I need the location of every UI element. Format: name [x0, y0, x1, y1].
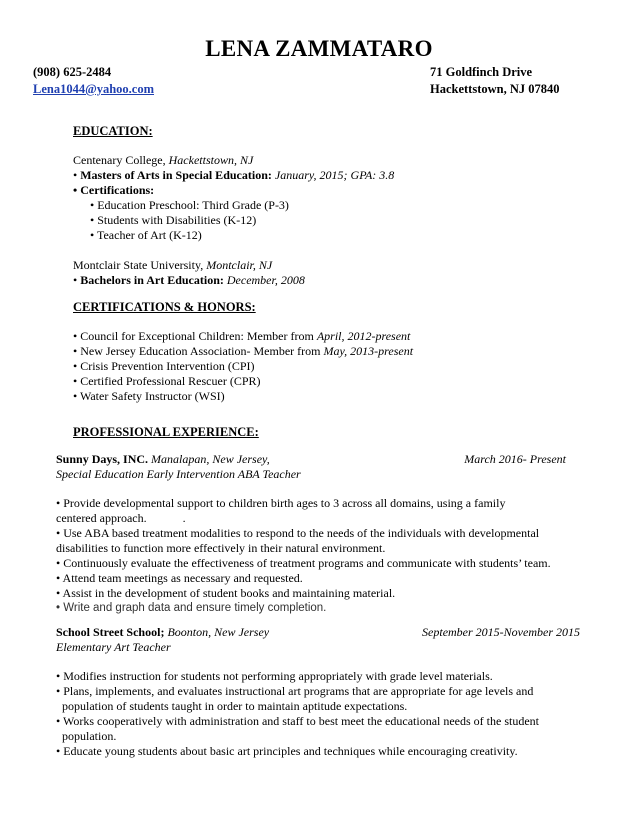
certifications-label: • Certifications: [73, 183, 155, 197]
job-1-dates: March 2016- Present [464, 452, 566, 466]
cert-item: • Teacher of Art (K-12) [90, 228, 202, 242]
job-2-employer: School Street School; [56, 625, 165, 639]
degree-2 [73, 273, 603, 288]
job-2-bullet: population. [56, 729, 117, 743]
address-line-1: 71 Goldfinch Drive [430, 65, 533, 79]
degree-2-bullet: • [73, 273, 81, 287]
job-1 [56, 452, 606, 616]
job-2-header [56, 625, 606, 640]
job-2-title: Elementary Art Teacher [56, 640, 171, 654]
job-2-bullet: • Plans, implements, and evaluates instructional art programs that are appropriate for age levels and [56, 684, 534, 698]
job-1-bullet: • Attend team meetings as necessary and requested. [56, 571, 303, 585]
job-1-bullet: disabilities to function more effectively in their natural environment. [56, 541, 386, 555]
job-1-location: Manalapan, New Jersey, [148, 452, 270, 466]
contact-right [430, 64, 560, 98]
honor-item [73, 374, 603, 389]
job-2-bullet: population of students taught in order to maintain aptitude expectations. [56, 699, 408, 713]
job-1-header [56, 452, 606, 467]
degree-1-label: Masters of Arts in Special Education: [80, 168, 272, 182]
honor-item [73, 359, 603, 374]
school-2-name: Montclair State University, [73, 258, 207, 272]
school-1-location: Hackettstown, NJ [168, 153, 254, 167]
job-2 [56, 625, 606, 759]
cert-item: • Education Preschool: Third Grade (P-3) [90, 198, 289, 212]
job-1-bullet: • Provide developmental support to children birth ages to 3 across all domains, using a family [56, 496, 506, 510]
honor-text: • New Jersey Education Association- Member from [73, 344, 324, 358]
school-1 [73, 153, 603, 168]
job-2-bullet: • Works cooperatively with administration and staff to best meet the educational needs of the student [56, 714, 539, 728]
address-line-2: Hackettstown, NJ 07840 [430, 82, 560, 96]
job-1-bullet: • Assist in the development of student books and maintaining material. [56, 586, 396, 600]
education-section [73, 124, 603, 288]
honors-section [73, 300, 603, 404]
school-2 [73, 258, 603, 273]
job-1-title: Special Education Early Intervention ABA Teacher [56, 467, 301, 481]
job-2-dates: September 2015-November 2015 [422, 625, 580, 639]
job-1-bullet: • Continuously evaluate the effectiveness of treatment programs and communicate with students’ team. [56, 556, 551, 570]
honor-text: • Water Safety Instructor (WSI) [73, 389, 225, 403]
degree-2-label: Bachelors in Art Education: [80, 273, 224, 287]
honor-item [73, 329, 603, 344]
degree-1-detail: January, 2015; GPA: 3.8 [271, 168, 395, 182]
honor-item [73, 344, 603, 359]
cert-item: • Students with Disabilities (K-12) [90, 213, 257, 227]
honors-heading: CERTIFICATIONS & HONORS: [73, 300, 256, 314]
honor-item [73, 389, 603, 404]
honor-date: May, 2013-present [323, 344, 414, 358]
job-1-bullet: • Use ABA based treatment modalities to respond to the needs of the individuals with developmental [56, 526, 540, 540]
job-1-employer: Sunny Days, INC. [56, 452, 149, 466]
school-1-name: Centenary College, [73, 153, 169, 167]
honor-text: • Certified Professional Rescuer (CPR) [73, 374, 261, 388]
honor-text: • Council for Exceptional Children: Member from [73, 329, 317, 343]
job-2-bullet: • Modifies instruction for students not performing appropriately with grade level materials. [56, 669, 493, 683]
job-1-bullet: • Write and graph data and ensure timely completion. [56, 602, 327, 614]
degree-1 [73, 168, 603, 183]
job-2-bullet: • Educate young students about basic art principles and techniques while encouraging creativity. [56, 744, 518, 758]
phone-number: (908) 625-2484 [33, 65, 112, 79]
email-link[interactable]: Lena1044@yahoo.com [33, 82, 155, 96]
school-2-location: Montclair, NJ [206, 258, 273, 272]
education-heading: EDUCATION: [73, 124, 153, 138]
experience-heading-block [73, 425, 603, 440]
experience-heading: PROFESSIONAL EXPERIENCE: [73, 425, 259, 439]
candidate-name: LENA ZAMMATARO [205, 36, 433, 61]
degree-1-bullet: • [73, 168, 81, 182]
degree-2-detail: December, 2008 [223, 273, 305, 287]
job-2-location: Boonton, New Jersey [164, 625, 270, 639]
contact-left [33, 64, 154, 98]
job-1-bullet: centered approach. . [56, 511, 186, 525]
honor-text: • Crisis Prevention Intervention (CPI) [73, 359, 255, 373]
honor-date: April, 2012-present [316, 329, 411, 343]
